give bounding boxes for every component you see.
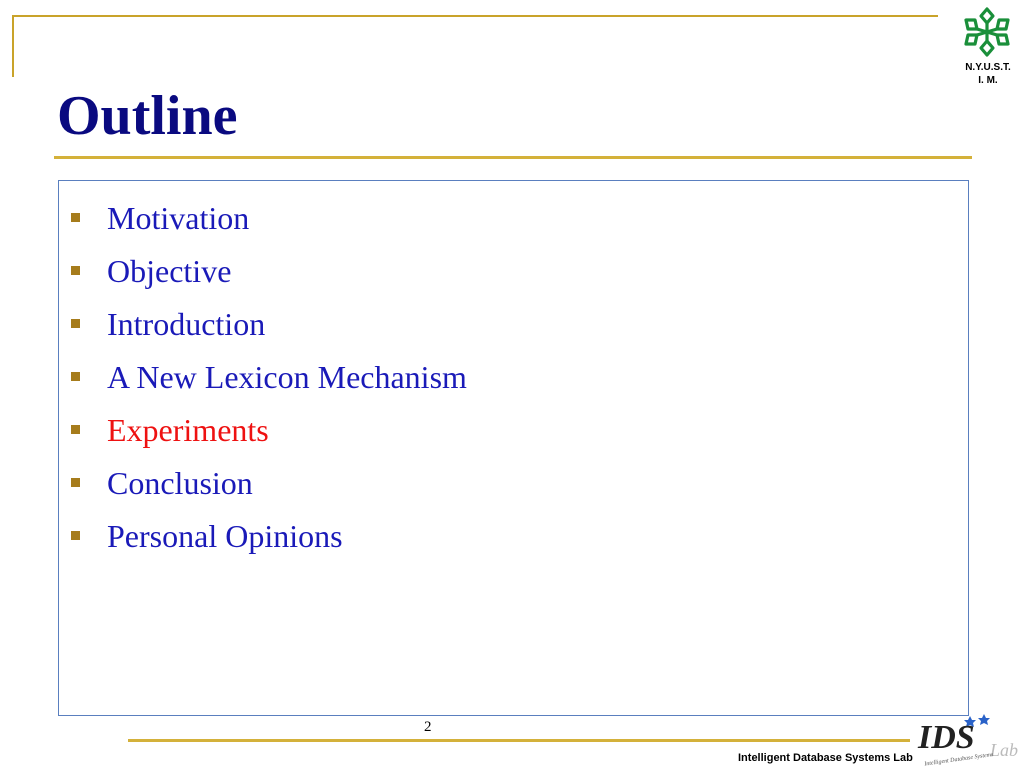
outline-item-label: Conclusion [107,464,253,501]
logo-caption-line1: N.Y.U.S.T. [965,62,1011,73]
page-number: 2 [424,719,432,735]
svg-text:IDS: IDS [918,719,975,756]
outline-list [71,191,467,562]
square-bullet-icon [71,319,80,328]
ids-lab-logo [910,710,1020,768]
square-bullet-icon [71,266,80,275]
square-bullet-icon [71,372,80,381]
svg-text:Intelligent Database Systems: Intelligent Database Systems [923,751,994,768]
outline-content-box [58,180,969,716]
slide-title: Outline [57,85,238,147]
outline-item-motivation [71,191,467,244]
outline-item-conclusion [71,456,467,509]
outline-item-label-highlighted: Experiments [107,411,269,448]
outline-item-introduction [71,297,467,350]
frame-top-rule [12,15,938,17]
snowflake-emblem-icon [958,6,1016,58]
outline-item-label: A New Lexicon Mechanism [107,358,467,395]
outline-item-lexicon-mechanism [71,350,467,403]
outline-item-experiments [71,403,467,456]
logo-caption [945,61,1024,87]
title-underline [54,156,972,159]
logo-caption-line2: I. M. [978,75,998,86]
svg-text:Lab: Lab [990,740,1019,760]
footer-lab-name: Intelligent Database Systems Lab [738,752,913,764]
footer-rule [128,739,910,742]
frame-left-rule [12,15,14,77]
square-bullet-icon [71,213,80,222]
outline-item-label: Objective [107,252,232,289]
outline-item-label: Motivation [107,199,250,236]
outline-item-objective [71,244,467,297]
square-bullet-icon [71,425,80,434]
square-bullet-icon [71,531,80,540]
outline-item-label: Introduction [107,305,266,342]
outline-item-label: Personal Opinions [107,517,343,554]
square-bullet-icon [71,478,80,487]
outline-item-personal-opinions [71,509,467,562]
